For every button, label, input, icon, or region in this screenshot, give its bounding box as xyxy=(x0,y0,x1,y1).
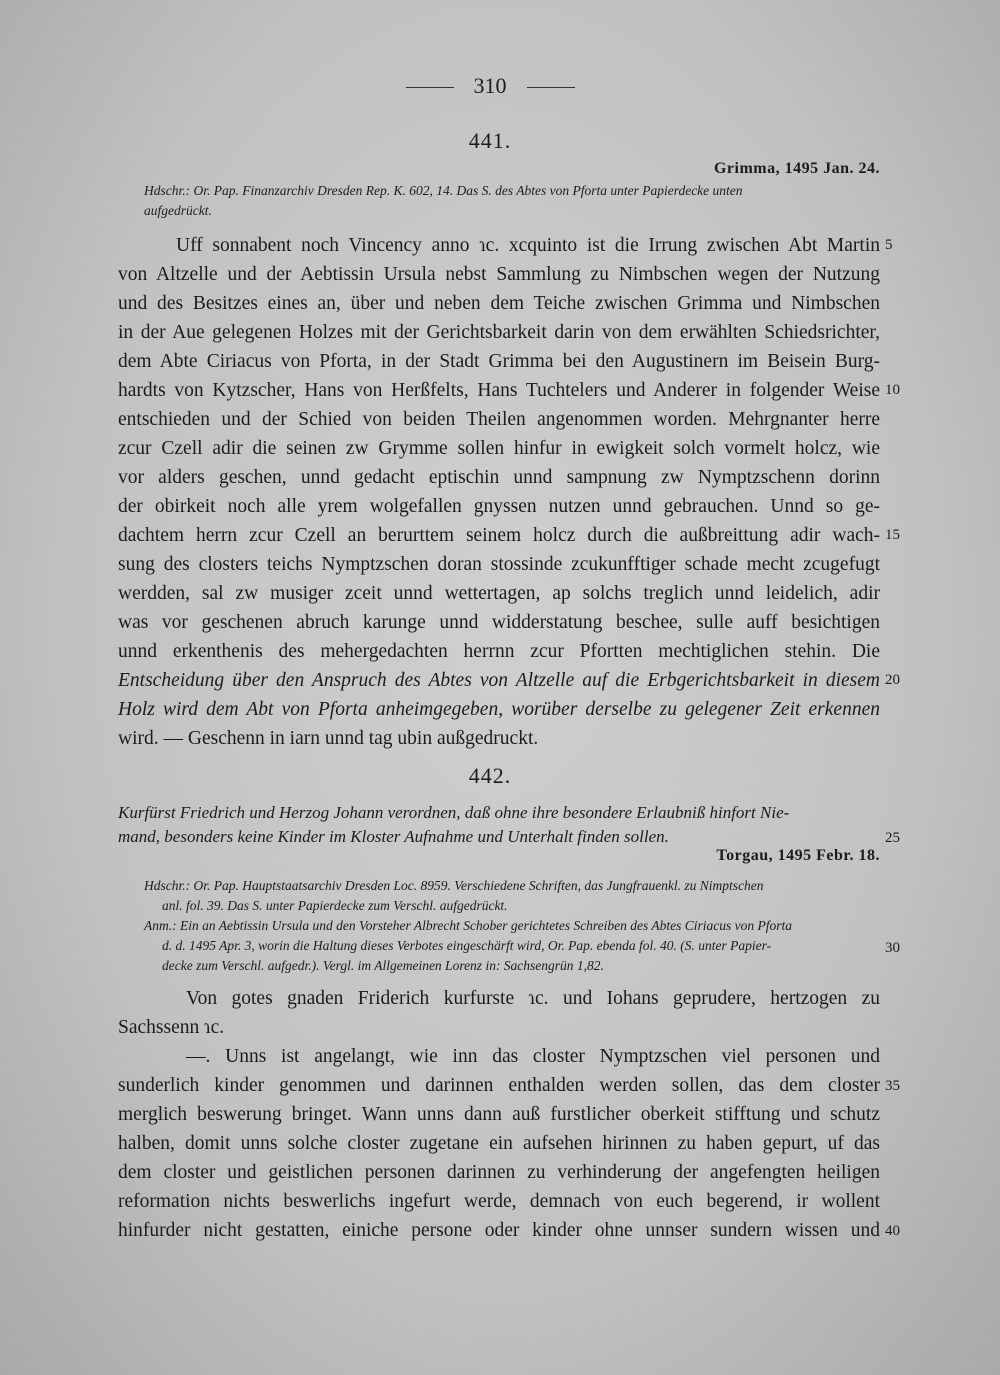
text-line: —. Unns ist angelangt, wie inn das closter Nymptzschen viel personen und xyxy=(186,1046,880,1067)
text-line: wird. — Geschenn in iarn unnd tag ubin außgedruckt. xyxy=(118,728,539,749)
text-line: und des Besitzes eines an, über und neben dem Teiche zwischen Grimma und Nimbschen xyxy=(118,293,880,314)
text-line: sung des closters teichs Nymptzschen doran stossinde zcukunfftiger schade mecht zcugefugt xyxy=(118,554,880,575)
doc-442-number: 442. xyxy=(468,763,512,788)
line-number: 40 xyxy=(885,1223,900,1239)
text-line: Von gotes gnaden Friderich kurfurste ɿc. und Iohans geprudere, hertzogen zu xyxy=(186,988,880,1009)
text-line: entschieden und der Schied von beiden Theilen angenommen worden. Mehrgnanter herre xyxy=(118,409,880,430)
text-line: Holz wird dem Abt von Pforta anheimgegeben, worüber derselbe zu gelegener Zeit erkennen xyxy=(118,699,880,720)
text-line: was vor geschenen abruch karunge unnd widderstatung beschee, sulle auff besichtigen xyxy=(118,612,880,633)
text-line: dem closter und geistlichen personen darinnen zu verhinderung der angefengten heiligen xyxy=(118,1162,880,1183)
doc-442-source: Hdschr.: Or. Pap. Hauptstaatsarchiv Dresden Loc. 8959. Verschiedene Schriften, das Jungfrauenkl. zu Nimptschen anl. fol. 39. Das S. unter Papierdecke zum Verschl. aufgedrückt. Anm.: Ein an Aebtissin Ursula und den Vorsteher Albrecht Schober gerichtetes Schreiben des Abtes Ciriacus von Pforta d. d. 1495 Apr. 3, worin die Haltung dieses Verbotes eingeschärft wird, Or. Pap. ebenda fol. 40. (S. unter Papier- decke zum Verschl. aufgedr.). Vergl. im Allgemeinen Lorenz in: Sachsengrün 1,82. xyxy=(144,878,793,973)
text-line: halben, domit unns solche closter zugetane ein aufsehen hirinnen zu haben gepurt, uf das xyxy=(118,1133,880,1154)
doc-441-source: Hdschr.: Or. Pap. Finanzarchiv Dresden Rep. K. 602, 14. Das S. des Abtes von Pforta unter Papierdecke unten aufgedrückt. xyxy=(144,183,743,218)
text-line: Uff sonnabent noch Vincency anno ɿc. xcquinto ist die Irrung zwischen Abt Martin xyxy=(176,235,880,256)
line-number: 10 xyxy=(885,382,900,398)
text-line: Sachssenn ɿc. xyxy=(118,1017,225,1038)
line-number: 30 xyxy=(885,940,900,956)
text-line: hardts von Kytzscher, Hans von Herßfelts, Hans Tuchtelers und Anderer in folgender Weise xyxy=(118,380,880,401)
text-line: in der Aue gelegenen Holzes mit der Gerichtsbarkeit darin von dem erwählten Schiedsrichter, xyxy=(118,322,880,343)
doc-441-place-date: Grimma, 1495 Jan. 24. xyxy=(713,160,880,177)
text-line: unnd erkenthenis des mehergedachten herrnn zcur Pfortten mechtiglichen stehin. Die xyxy=(118,641,880,662)
text-line: der obirkeit noch alle yrem wolgefallen gnyssen nutzen unnd gebrauchen. Unnd so ge- xyxy=(118,496,880,517)
doc-442-summary: Kurfürst Friedrich und Herzog Johann verordnen, daß ohne ihre besondere Erlaubniß hinfort Nie- mand, besonders keine Kinder im Kloster Aufnahme und Unterhalt finden sollen. xyxy=(118,803,790,846)
doc-441-number: 441. xyxy=(468,128,512,153)
text-line: sunderlich kinder genommen und darinnen enthalden werden sollen, das dem closter xyxy=(118,1075,880,1096)
text-line: Entscheidung über den Anspruch des Abtes von Altzelle auf die Erbgerichtsbarkeit in diesem xyxy=(118,670,880,691)
text-line: merglich beswerung bringet. Wann unns dann auß furstlicher oberkeit stifftung und schutz xyxy=(118,1104,880,1125)
text-line: werdden, sal zw musiger zceit unnd wettertagen, ap solchs treglich unnd leidelich, adir xyxy=(118,583,880,604)
line-number: 25 xyxy=(885,830,900,846)
text-line: reformation nichts beswerlichs ingefurt werde, demnach von euch begerend, ir wollent xyxy=(118,1191,880,1212)
page-number: 310 xyxy=(0,73,980,99)
doc-442-place-date: Torgau, 1495 Febr. 18. xyxy=(716,847,880,864)
text-line: dachtem herrn zcur Czell an berurttem seinem holcz durch die außbreittung adir wach- xyxy=(118,525,880,546)
doc-442-text xyxy=(118,984,880,1245)
text-line: von Altzelle und der Aebtissin Ursula nebst Sammlung zu Nimbschen wegen der Nutzung xyxy=(118,264,880,285)
text-line: hinfurder nicht gestatten, einiche persone oder kinder ohne unnser sundern wissen und xyxy=(118,1220,880,1241)
text-line: dem Abte Ciriacus von Pforta, in der Stadt Grimma bei den Augustinern im Beisein Burg- xyxy=(118,351,880,372)
text-line: vor alders geschen, unnd gedacht eptischin unnd sampnung zw Nymptzschenn dorinn xyxy=(118,467,880,488)
line-number: 15 xyxy=(885,527,900,543)
doc-441-text xyxy=(118,231,880,753)
text-line: zcur Czell adir die seinen zw Grymme sollen hinfur in ewigkeit solch vormelt holcz, wie xyxy=(118,438,880,459)
line-number: 35 xyxy=(885,1078,900,1094)
line-number: 5 xyxy=(885,237,893,253)
line-number: 20 xyxy=(885,672,900,688)
